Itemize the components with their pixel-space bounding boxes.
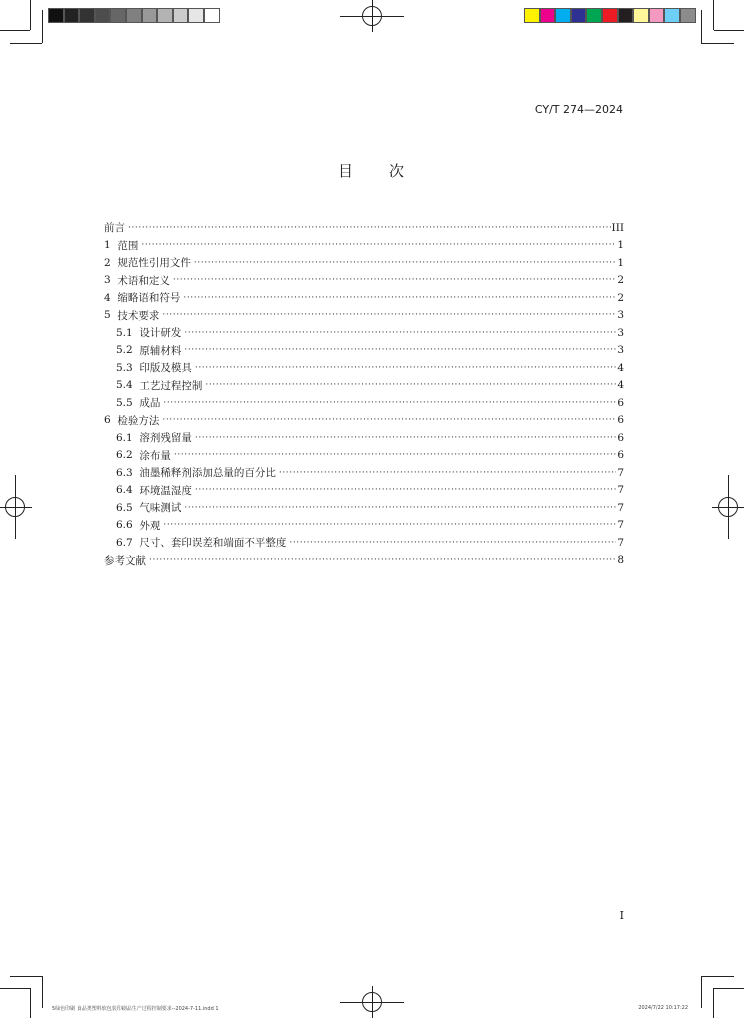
toc-entry-page: 1 [617, 256, 624, 269]
color-swatch [524, 8, 540, 23]
toc-entry-label: 范围 [117, 239, 139, 252]
toc-entry-label: 规范性引用文件 [117, 257, 191, 270]
toc-title [0, 160, 744, 181]
color-swatch [602, 8, 618, 23]
toc-entry[interactable] [104, 394, 624, 412]
toc-leader-dots [279, 468, 616, 478]
color-swatch [664, 8, 680, 23]
toc-entry-page: 4 [617, 361, 624, 374]
toc-entry-label: 缩略语和符号 [117, 292, 181, 305]
toc-entry-label: 设计研发 [139, 327, 182, 340]
toc-entry-number: 5.2 [116, 344, 140, 357]
toc-entry-number: 5.3 [116, 361, 140, 374]
toc-entry-page: 3 [617, 344, 624, 357]
toc-entry-label: 术语和定义 [117, 274, 170, 287]
toc-entry-label: 环境温湿度 [139, 484, 192, 497]
toc-entry-number: 6 [104, 414, 118, 427]
toc-entry-label: 油墨稀释剂添加总量的百分比 [139, 467, 276, 480]
toc-leader-dots [174, 450, 616, 460]
color-swatch [540, 8, 556, 23]
toc-entry-number: 6.7 [116, 536, 140, 549]
toc-title-char-1: 目 [337, 162, 355, 180]
toc-leader-dots [205, 380, 616, 390]
toc-entry[interactable] [104, 447, 624, 465]
toc-entry-number: 6.2 [116, 449, 140, 462]
toc-entry-label: 技术要求 [117, 309, 160, 322]
gray-swatch [95, 8, 111, 23]
toc-entry-label: 原辅材料 [139, 344, 182, 357]
toc-leader-dots [289, 538, 616, 548]
toc-entry[interactable] [104, 324, 624, 342]
toc-entry[interactable] [104, 499, 624, 517]
toc-entry-page: 6 [617, 431, 624, 444]
toc-entry-page: 7 [617, 484, 624, 497]
toc-entry-label: 前言 [104, 222, 125, 235]
toc-entry-number: 6.6 [116, 519, 140, 532]
toc-entry-page: 7 [617, 501, 624, 514]
toc-leader-dots [183, 293, 616, 303]
toc-entry[interactable] [104, 342, 624, 360]
toc-entry-label: 外观 [139, 519, 161, 532]
toc-leader-dots [163, 520, 616, 530]
toc-entry-number: 2 [104, 256, 118, 269]
toc-entry-label: 尺寸、套印误差和端面不平整度 [139, 537, 287, 550]
footer-timestamp: 2024/7/22 10:17:22 [638, 1005, 688, 1011]
toc-entry-page: 6 [617, 449, 624, 462]
toc-entry-label: 参考文献 [104, 554, 146, 567]
toc-entry-label: 气味测试 [139, 502, 182, 515]
toc-leader-dots [128, 223, 611, 233]
toc-entry-number: 6.5 [116, 501, 140, 514]
toc-entry[interactable] [104, 359, 624, 377]
toc-entry-page: 3 [617, 326, 624, 339]
color-swatch [586, 8, 602, 23]
toc-entry-page: III [611, 221, 624, 234]
toc-leader-dots [184, 503, 616, 513]
toc-leader-dots [195, 363, 616, 373]
toc-entry[interactable] [104, 517, 624, 535]
toc-leader-dots [195, 485, 616, 495]
toc-entry-page: 6 [617, 414, 624, 427]
toc-entry-number: 6.1 [116, 431, 140, 444]
toc-entry[interactable] [104, 412, 624, 430]
toc-entry-number: 6.4 [116, 484, 140, 497]
color-swatch [618, 8, 634, 23]
toc-leader-dots [184, 345, 616, 355]
toc-entry-page: 2 [617, 291, 624, 304]
toc-leader-dots [195, 433, 616, 443]
toc-entry[interactable] [104, 289, 624, 307]
toc-leader-dots [162, 310, 616, 320]
gray-swatch [48, 8, 64, 23]
gray-swatch [64, 8, 80, 23]
toc-entry-label: 检验方法 [117, 414, 160, 427]
toc-entry-label: 溶剂残留量 [139, 432, 192, 445]
toc-entry-number: 1 [104, 239, 118, 252]
toc-entry-page: 2 [617, 274, 624, 287]
toc-leader-dots [141, 240, 616, 250]
gray-swatch [188, 8, 204, 23]
toc-entry[interactable] [104, 272, 624, 290]
toc-entry-page: 4 [617, 379, 624, 392]
footer-file-info: 5绿色印刷 食品类塑料软包装印刷品生产过程控制要求--2024-7-11.indd 1 [52, 1006, 219, 1012]
toc-entry-label: 工艺过程控制 [139, 379, 203, 392]
toc-entry-number: 5.4 [116, 379, 140, 392]
color-swatch [555, 8, 571, 23]
toc-entry-number: 4 [104, 291, 118, 304]
toc-entry-number: 3 [104, 274, 118, 287]
gray-swatch [173, 8, 189, 23]
toc-entry-number: 6.3 [116, 466, 140, 479]
color-swatch [571, 8, 587, 23]
toc-entry-number: 5.5 [116, 396, 140, 409]
toc-leader-dots [163, 398, 616, 408]
toc-title-char-2: 次 [389, 162, 407, 180]
toc-entry-page: 6 [617, 396, 624, 409]
toc-entry[interactable] [104, 482, 624, 500]
gray-swatch [204, 8, 220, 23]
toc-leader-dots [184, 328, 616, 338]
toc-entry[interactable] [104, 377, 624, 395]
toc-entry-page: 7 [617, 519, 624, 532]
toc-entry-page: 7 [617, 536, 624, 549]
gray-swatch [126, 8, 142, 23]
toc-entry-page: 7 [617, 466, 624, 479]
toc-entry[interactable] [104, 534, 624, 552]
gray-swatch [142, 8, 158, 23]
toc-entry-label: 涂布量 [139, 449, 171, 462]
toc-leader-dots [194, 258, 616, 268]
standard-code: CY/T 274—2024 [534, 103, 623, 116]
gray-swatch [157, 8, 173, 23]
gray-swatch [79, 8, 95, 23]
page-number: I [619, 909, 624, 922]
toc-leader-dots [149, 555, 616, 565]
toc-leader-dots [162, 415, 616, 425]
toc-entry-number: 5 [104, 309, 118, 322]
toc-entry-page: 1 [617, 239, 624, 252]
toc-entry[interactable] [104, 254, 624, 272]
toc-leader-dots [173, 275, 616, 285]
color-swatch [649, 8, 665, 23]
toc-entry[interactable] [104, 552, 624, 570]
gray-swatch [110, 8, 126, 23]
toc-entry-label: 印版及模具 [139, 362, 192, 375]
toc-entry[interactable] [104, 219, 624, 237]
toc-entry[interactable] [104, 307, 624, 325]
table-of-contents [104, 219, 624, 569]
toc-entry-page: 3 [617, 309, 624, 322]
toc-entry[interactable] [104, 237, 624, 255]
color-swatch [633, 8, 649, 23]
toc-entry[interactable] [104, 464, 624, 482]
color-swatch [680, 8, 696, 23]
toc-entry-number: 5.1 [116, 326, 140, 339]
toc-entry-page: 8 [617, 554, 624, 567]
toc-entry[interactable] [104, 429, 624, 447]
toc-entry-label: 成品 [139, 397, 161, 410]
